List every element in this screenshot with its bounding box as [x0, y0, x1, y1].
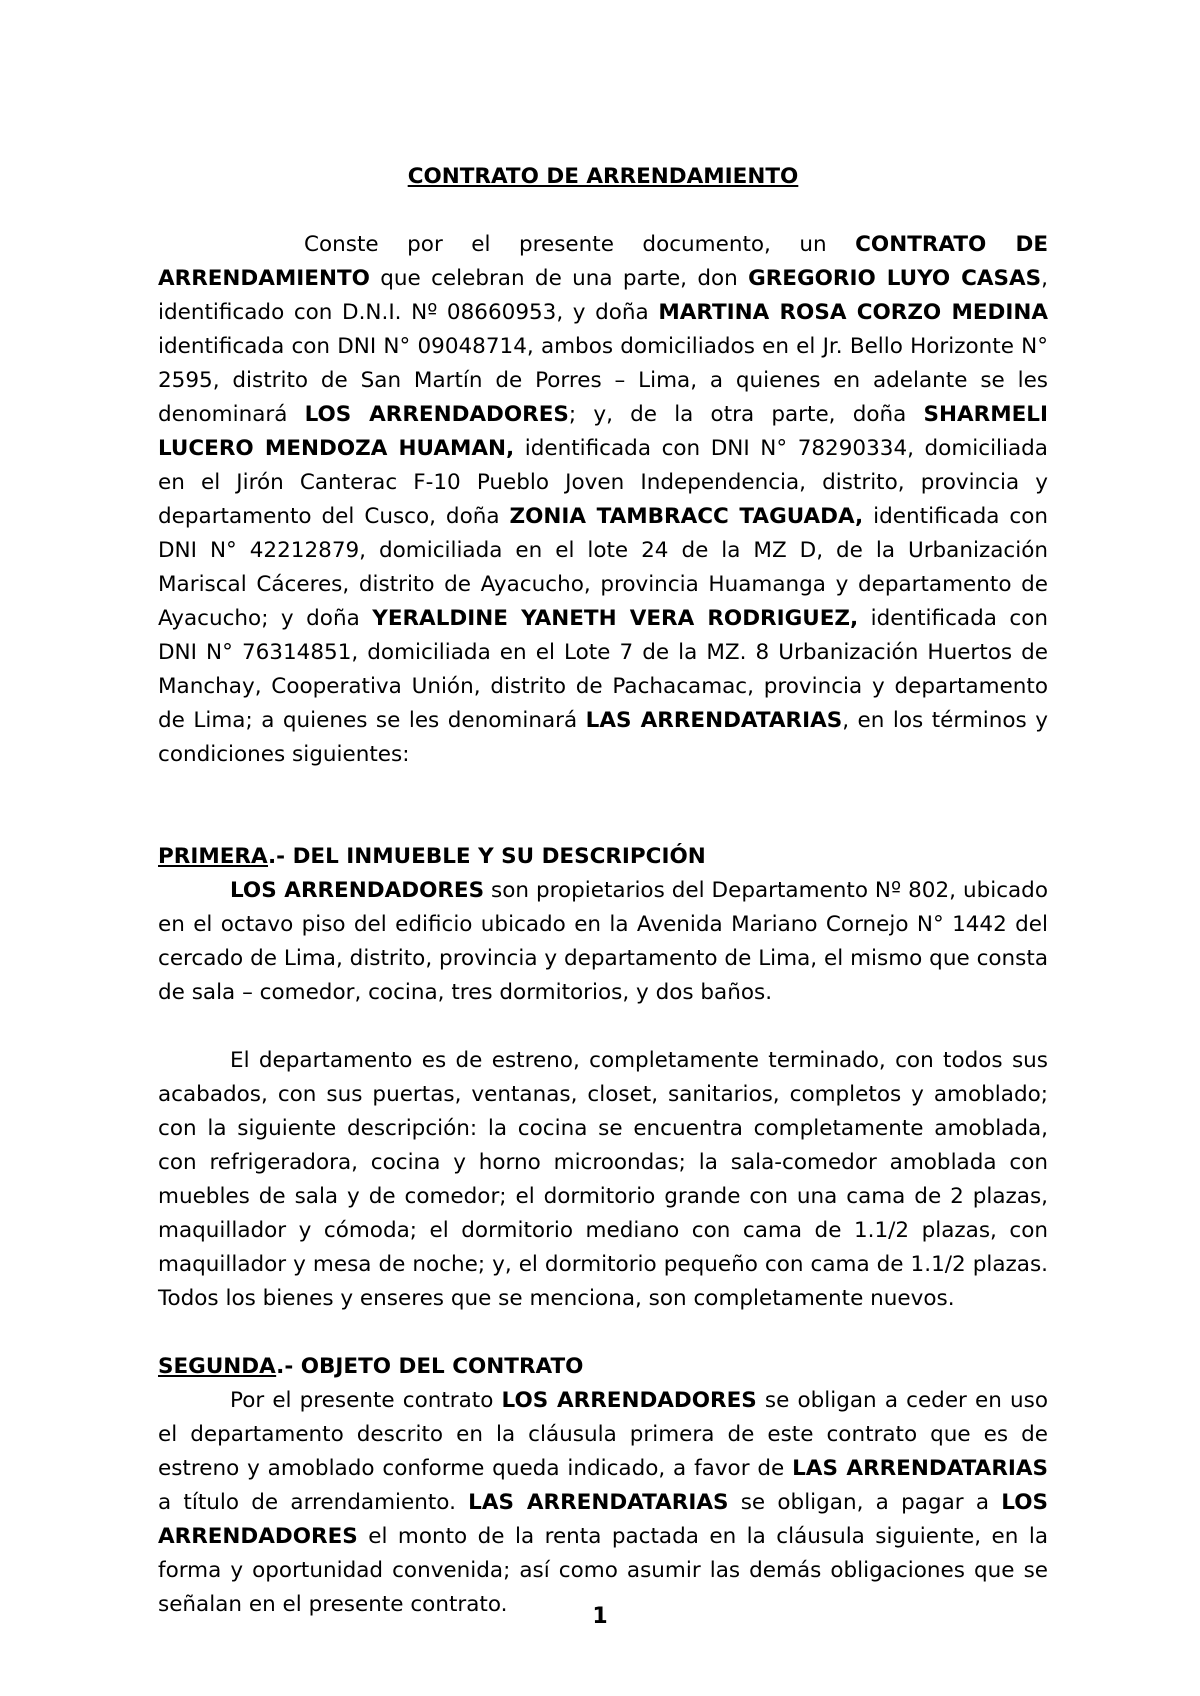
intro-paragraph: Conste por el presente documento, un CONTRATO DE ARRENDAMIENTO que celebran de una parte, don GREGORIO LUYO CASAS, identificado con D.N.I. Nº 08660953, y doña MARTINA ROSA CORZO MEDINA identificada con DNI N° 09048714, ambos domiciliados en el Jr. Bello Horizonte N° 2595, distrito de San Martín de Porres – Lima, a quienes en adelante se les denominará LOS ARRENDADORES; y, de la otra parte, doña SHARMELI LUCERO MENDOZA HUAMAN, identificada con DNI N° 78290334, domiciliada en el Jirón Canterac F-10 Pueblo Joven Independencia, distrito, provincia y departamento del Cusco, doña ZONIA TAMBRACC TAGUADA, identificada con DNI N° 42212879, domiciliada en el lote 24 de la MZ D, de la Urbanización Mariscal Cáceres, distrito de Ayacucho, provincia Huamanga y departamento de Ayacucho; y doña YERALDINE YANETH VERA RODRIGUEZ, identificada con DNI N° 76314851, domiciliada en el Lote 7 de la MZ. 8 Urbanización Huertos de Manchay, Cooperativa Unión, distrito de Pachacamac, provincia y departamento de Lima; a quienes se les denominará LAS ARRENDATARIAS, en los términos y condiciones siguientes:	[158, 232, 1049, 767]
clause-primera-paragraph-1: LOS ARRENDADORES son propietarios del Departamento Nº 802, ubicado en el octavo piso del edificio ubicado en la Avenida Mariano Cornejo N° 1442 del cercado de Lima, distrito, provincia y departamento de Lima, el mismo que consta de sala – comedor, cocina, tres dormitorios, y dos baños.	[158, 878, 1048, 1005]
clause-segunda-heading: SEGUNDA.- OBJETO DEL CONTRATO	[158, 1354, 584, 1379]
document-title: CONTRATO DE ARRENDAMIENTO	[407, 164, 799, 189]
clause-primera-heading: PRIMERA.- DEL INMUEBLE Y SU DESCRIPCIÓN	[158, 844, 706, 869]
document-body	[158, 160, 1048, 1622]
clause-segunda-paragraph-1: Por el presente contrato LOS ARRENDADORES se obligan a ceder en uso el departamento descrito en la cláusula primera de este contrato que es de estreno y amoblado conforme queda indicado, a favor de LAS ARRENDATARIAS a título de arrendamiento. LAS ARRENDATARIAS se obligan, a pagar a LOS ARRENDADORES el monto de la renta pactada en la cláusula siguiente, en la forma y oportunidad convenida; así como asumir las demás obligaciones que se señalan en el presente contrato.	[158, 1388, 1048, 1617]
page-number: 1	[592, 1604, 608, 1629]
clause-primera-paragraph-2: El departamento es de estreno, completamente terminado, con todos sus acabados, con sus puertas, ventanas, closet, sanitarios, completos y amoblado; con la siguiente descripción: la cocina se encuentra completamente amoblada, con refrigeradora, cocina y horno microondas; la sala-comedor amoblada con muebles de sala y de comedor; el dormitorio grande con una cama de 2 plazas, maquillador y cómoda; el dormitorio mediano con cama de 1.1/2 plazas, con maquillador y mesa de noche; y, el dormitorio pequeño con cama de 1.1/2 plazas. Todos los bienes y enseres que se menciona, son completamente nuevos.	[158, 1048, 1048, 1311]
